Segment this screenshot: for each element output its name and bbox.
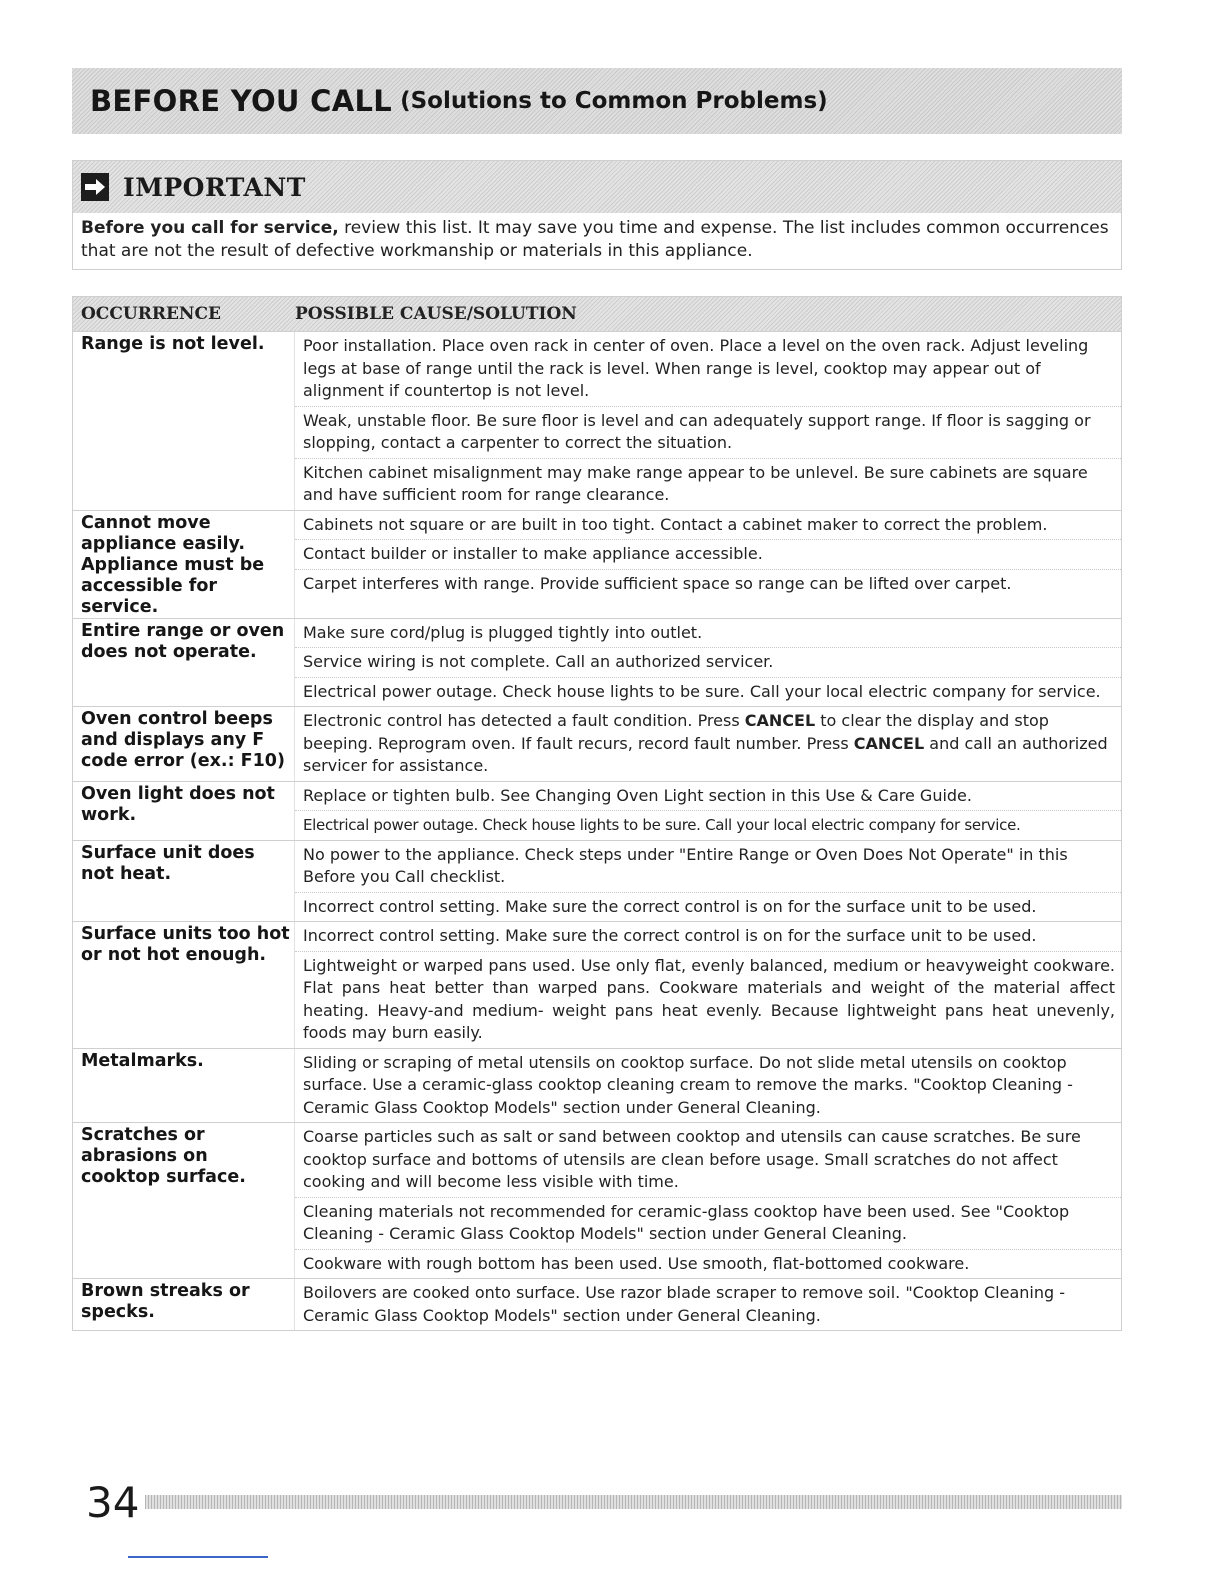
solution-item: Cleaning materials not recommended for ceramic-glass cooktop have been used. See "Cooktop Cleaning - Ceramic Glass Cooktop Models" section under General Cleaning. bbox=[295, 1197, 1121, 1249]
page bbox=[72, 68, 1122, 1331]
table-row bbox=[73, 921, 1121, 1048]
solution-text: Electronic control has detected a fault condition. Press bbox=[303, 711, 745, 730]
solution-item: Make sure cord/plug is plugged tightly into outlet. bbox=[303, 622, 703, 642]
solution-item: Lightweight or warped pans used. Use only flat, evenly balanced, medium or heavyweight cookware. Flat pans heat better than warped pans. Cookware materials and weight of the material affect heating. Heavy-and medium- weight pans heat evenly. Because lightweight pans heat unevenly, foods may burn easily. bbox=[295, 951, 1121, 1048]
occurrence-cell: Scratches or abrasions on cooktop surface. bbox=[73, 1123, 295, 1278]
important-body: review this list. It may save you time and expense. The list includes common occurrences that are not the result of defective workmanship or materials in this appliance. bbox=[81, 218, 1109, 261]
table-row bbox=[73, 618, 1121, 707]
solution-item: Service wiring is not complete. Call an authorized servicer. bbox=[295, 647, 1121, 677]
solution-cell bbox=[295, 332, 1121, 510]
cancel-keyword: CANCEL bbox=[744, 711, 816, 730]
solution-item: Weak, unstable floor. Be sure floor is level and can adequately support range. If floor is sagging or slopping, contact a carpenter to correct the situation. bbox=[295, 406, 1121, 458]
solution-cell bbox=[295, 841, 1121, 922]
solution-text: and call an authorized servicer for assistance. bbox=[303, 733, 1108, 775]
table-row bbox=[73, 1122, 1121, 1278]
solution-cell bbox=[295, 619, 1121, 707]
occurrence-cell: Brown streaks or specks. bbox=[73, 1279, 295, 1330]
solution-item: Coarse particles such as salt or sand between cooktop and utensils can cause scratches. Be sure cooktop surface and bottoms of utensils are clean before usage. Small scratches do not affect cooking and will become less visible with time. bbox=[303, 1127, 1081, 1191]
cancel-keyword: CANCEL bbox=[853, 733, 925, 753]
solution-item: Sliding or scraping of metal utensils on cooktop surface. Do not slide metal utensils on cooktop surface. Use a ceramic-glass cooktop cleaning cream to remove the marks. "Cooktop Cleaning - Ceramic Glass Cooktop Models" section under General Cleaning. bbox=[303, 1052, 1073, 1117]
page-number: 34 bbox=[86, 1477, 140, 1527]
solution-item: Cabinets not square or are built in too tight. Contact a cabinet maker to correct the problem. bbox=[303, 514, 1048, 534]
solution-item: Kitchen cabinet misalignment may make range appear to be unlevel. Be sure cabinets are square and have sufficient room for range clearance. bbox=[295, 458, 1121, 510]
page-footer bbox=[72, 1478, 1122, 1526]
solution-cell bbox=[295, 707, 1121, 781]
solution-item: Carpet interferes with range. Provide sufficient space so range can be lifted over carpet. bbox=[295, 569, 1121, 599]
table-row bbox=[73, 331, 1121, 510]
occurrence-cell: Surface units too hot or not hot enough. bbox=[73, 922, 295, 1048]
solution-item: Electrical power outage. Check house lights to be sure. Call your local electric company for service. bbox=[295, 677, 1121, 707]
solution-item: Cookware with rough bottom has been used. Use smooth, flat-bottomed cookware. bbox=[295, 1249, 1121, 1279]
page-subtitle: (Solutions to Common Problems) bbox=[400, 88, 828, 114]
occurrence-cell: Entire range or oven does not operate. bbox=[73, 619, 295, 707]
table-row bbox=[73, 510, 1121, 618]
solution-cell bbox=[295, 922, 1121, 1048]
footer-rule bbox=[145, 1495, 1122, 1509]
occurrence-cell: Metalmarks. bbox=[73, 1049, 295, 1123]
important-title: IMPORTANT bbox=[123, 172, 306, 202]
table-row bbox=[73, 1048, 1121, 1123]
solution-item: Boilovers are cooked onto surface. Use razor blade scraper to remove soil. "Cooktop Cleaning - Ceramic Glass Cooktop Models" section under General Cleaning. bbox=[303, 1283, 1066, 1325]
solution-item: No power to the appliance. Check steps under "Entire Range or Oven Does Not Operate" in this Before you Call checklist. bbox=[303, 844, 1068, 886]
title-banner bbox=[72, 68, 1122, 134]
important-header bbox=[73, 161, 1121, 213]
important-text bbox=[73, 213, 1121, 269]
table-row bbox=[73, 1278, 1121, 1330]
bottom-divider bbox=[128, 1556, 268, 1558]
solution-item: Contact builder or installer to make appliance accessible. bbox=[295, 539, 1121, 569]
arrow-right-icon bbox=[81, 173, 109, 201]
occurrence-cell: Oven light does not work. bbox=[73, 782, 295, 840]
solution-cell bbox=[295, 1049, 1121, 1123]
solution-cell bbox=[295, 782, 1121, 840]
important-box bbox=[72, 160, 1122, 270]
occurrence-cell: Cannot move appliance easily. Appliance must be accessible for service. bbox=[73, 511, 295, 618]
occurrence-cell: Oven control beeps and displays any F code error (ex.: F10) bbox=[73, 707, 295, 781]
solution-text: to clear the display and stop beeping. Reprogram oven. If fault recurs, record fault number. Press bbox=[303, 711, 1049, 753]
solution-cell bbox=[295, 511, 1121, 618]
table-header bbox=[73, 297, 1121, 331]
page-title: BEFORE YOU CALL bbox=[90, 84, 393, 118]
important-lead: Before you call for service, bbox=[81, 218, 339, 238]
solution-item: Replace or tighten bulb. See Changing Oven Light section in this Use & Care Guide. bbox=[303, 785, 972, 805]
solution-item: Incorrect control setting. Make sure the correct control is on for the surface unit to be used. bbox=[295, 892, 1121, 922]
solution-item: Incorrect control setting. Make sure the correct control is on for the surface unit to be used. bbox=[303, 926, 1037, 945]
solution-cell bbox=[295, 1279, 1121, 1330]
solution-cell bbox=[295, 1123, 1121, 1278]
table-row bbox=[73, 840, 1121, 922]
solution-item: Electrical power outage. Check house lights to be sure. Call your local electric company for service. bbox=[295, 810, 1121, 840]
table-row bbox=[73, 706, 1121, 781]
column-header-solution: POSSIBLE CAUSE/SOLUTION bbox=[295, 304, 577, 324]
occurrence-cell: Surface unit does not heat. bbox=[73, 841, 295, 922]
solution-item bbox=[295, 707, 1121, 781]
table-row bbox=[73, 781, 1121, 840]
occurrence-cell: Range is not level. bbox=[73, 332, 295, 510]
solution-item: Poor installation. Place oven rack in center of oven. Place a level on the oven rack. Adjust leveling legs at base of range until the rack is level. When range is level, cooktop may appear out of alignment if countertop is not level. bbox=[303, 336, 1089, 400]
troubleshooting-table bbox=[72, 296, 1122, 1331]
column-header-occurrence: OCCURRENCE bbox=[81, 304, 221, 324]
